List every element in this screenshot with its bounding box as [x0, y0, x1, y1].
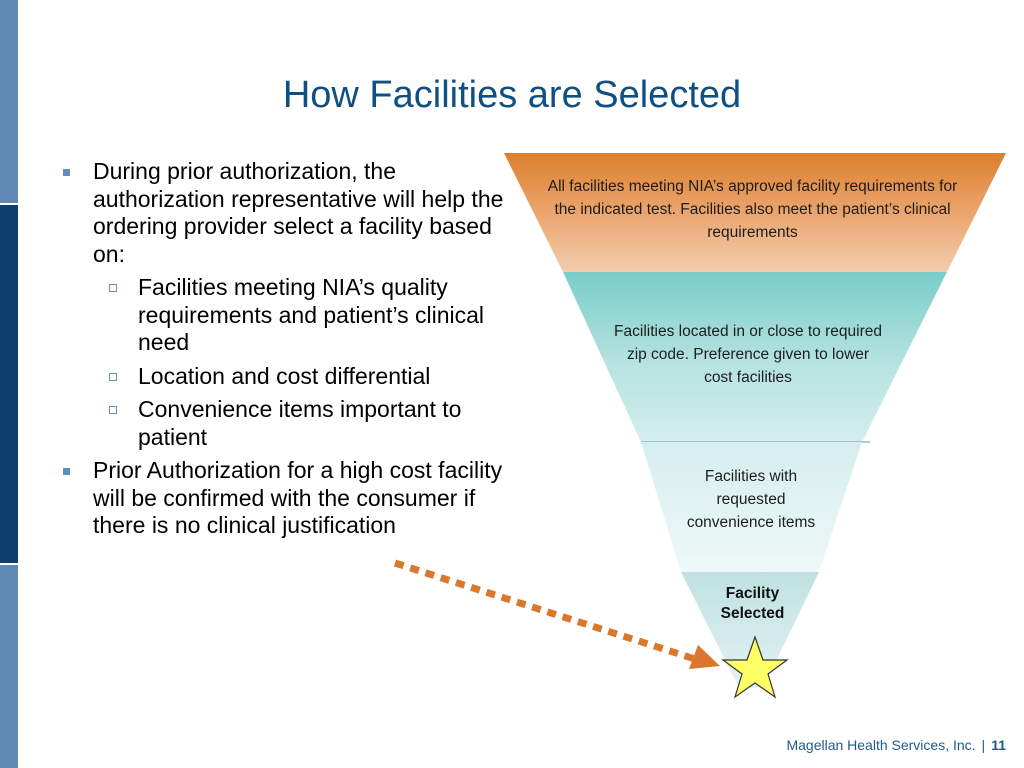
page-number: 11 [991, 737, 1006, 753]
footer-company: Magellan Health Services, Inc. [786, 737, 976, 753]
funnel-tier-3-text: Facilities with requested convenience items [686, 468, 816, 531]
funnel-tier-2-text: Facilities located in or close to required zip code. Preference given to lower cost facilities [614, 323, 882, 386]
funnel-tier-4-text: Facility Selected [720, 585, 785, 622]
bullet-text: Prior Authorization for a high cost facility will be confirmed with the consumer if there is no clinical justification [93, 457, 503, 538]
arrow-head-icon [689, 645, 720, 669]
bullet-text: During prior authorization, the authorization representative will help the ordering provider select a facility based on: [93, 158, 504, 267]
sub-bullet-text: Facilities meeting NIA’s quality requirements and patient’s clinical need [138, 274, 485, 355]
dashed-arrow-line [395, 563, 698, 660]
slide-title: How Facilities are Selected [282, 74, 742, 116]
footer [786, 737, 1006, 753]
sub-bullet-text: Location and cost differential [138, 362, 431, 389]
footer-separator: | [981, 737, 986, 753]
sub-bullet-text: Convenience items important to patient [138, 396, 462, 450]
funnel-tier-1-text: All facilities meeting NIA’s approved facility requirements for the indicated test. Facilities also meet the patient’s clinical requirements [547, 178, 958, 241]
